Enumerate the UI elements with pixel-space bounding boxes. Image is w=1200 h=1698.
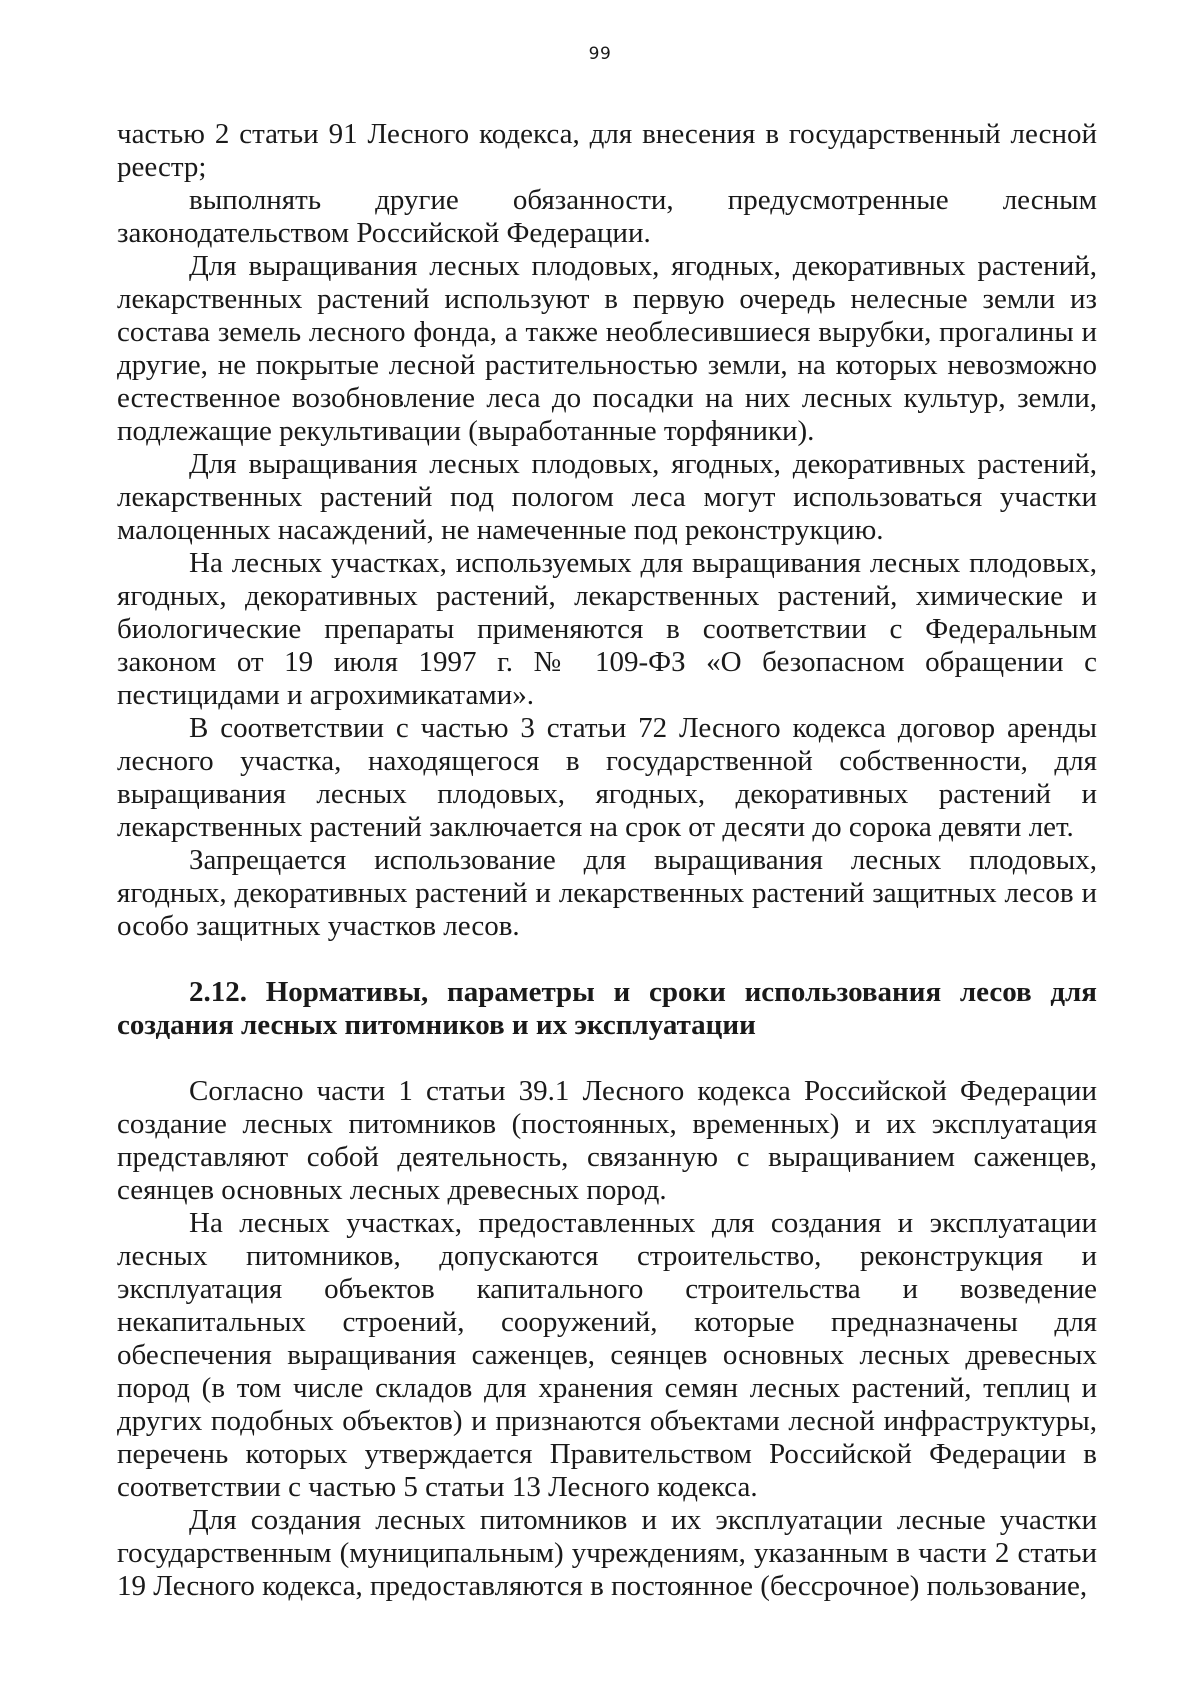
paragraph: На лесных участках, используемых для выращивания лесных плодовых, ягодных, декоративных растений, лекарственных растений, химические и биологические препараты применяются в соответствии с Федеральным законом от 19 июля 1997 г. № 109-ФЗ «О безопасном обращении с пестицидами и агрохимикатами». [117, 547, 1097, 711]
paragraph: частью 2 статьи 91 Лесного кодекса, для внесения в государственный лесной реестр; [117, 118, 1097, 183]
paragraph: Запрещается использование для выращивания лесных плодовых, ягодных, декоративных растений и лекарственных растений защитных лесов и особо защитных участков лесов. [117, 844, 1097, 942]
paragraph: Для выращивания лесных плодовых, ягодных, декоративных растений, лекарственных растений используют в первую очередь нелесные земли из состава земель лесного фонда, а также необлесившиеся вырубки, прогалины и другие, не покрытые лесной растительностью земли, на которых невозможно естественное возобновление леса до посадки на них лесных культур, земли, подлежащие рекультивации (выработанные торфяники). [117, 250, 1097, 447]
paragraph: выполнять другие обязанности, предусмотренные лесным законодательством Российской Федерации. [117, 184, 1097, 249]
section-heading: 2.12. Нормативы, параметры и сроки использования лесов для создания лесных питомников и их эксплуатации [117, 976, 1097, 1041]
paragraph: Для создания лесных питомников и их эксплуатации лесные участки государственным (муниципальным) учреждениям, указанным в части 2 статьи 19 Лесного кодекса, предоставляются в постоянное (бессрочное) пользование, [117, 1504, 1097, 1602]
paragraph: Согласно части 1 статьи 39.1 Лесного кодекса Российской Федерации создание лесных питомников (постоянных, временных) и их эксплуатация представляют собой деятельность, связанную с выращиванием саженцев, сеянцев основных лесных древесных пород. [117, 1075, 1097, 1206]
paragraph: В соответствии с частью 3 статьи 72 Лесного кодекса договор аренды лесного участка, находящегося в государственной собственности, для выращивания лесных плодовых, ягодных, декоративных растений и лекарственных растений заключается на срок от десяти до сорока девяти лет. [117, 712, 1097, 843]
page-number: 99 [588, 44, 612, 64]
paragraph: Для выращивания лесных плодовых, ягодных, декоративных растений, лекарственных растений под пологом леса могут использоваться участки малоценных насаждений, не намеченные под реконструкцию. [117, 448, 1097, 546]
paragraph: На лесных участках, предоставленных для создания и эксплуатации лесных питомников, допускаются строительство, реконструкция и эксплуатация объектов капитального строительства и возведение некапитальных строений, сооружений, которые предназначены для обеспечения выращивания саженцев, сеянцев основных лесных древесных пород (в том числе складов для хранения семян лесных растений, теплиц и других подобных объектов) и признаются объектами лесной инфраструктуры, перечень которых утверждается Правительством Российской Федерации в соответствии с частью 5 статьи 13 Лесного кодекса. [117, 1207, 1097, 1503]
document-body [117, 118, 1097, 1603]
